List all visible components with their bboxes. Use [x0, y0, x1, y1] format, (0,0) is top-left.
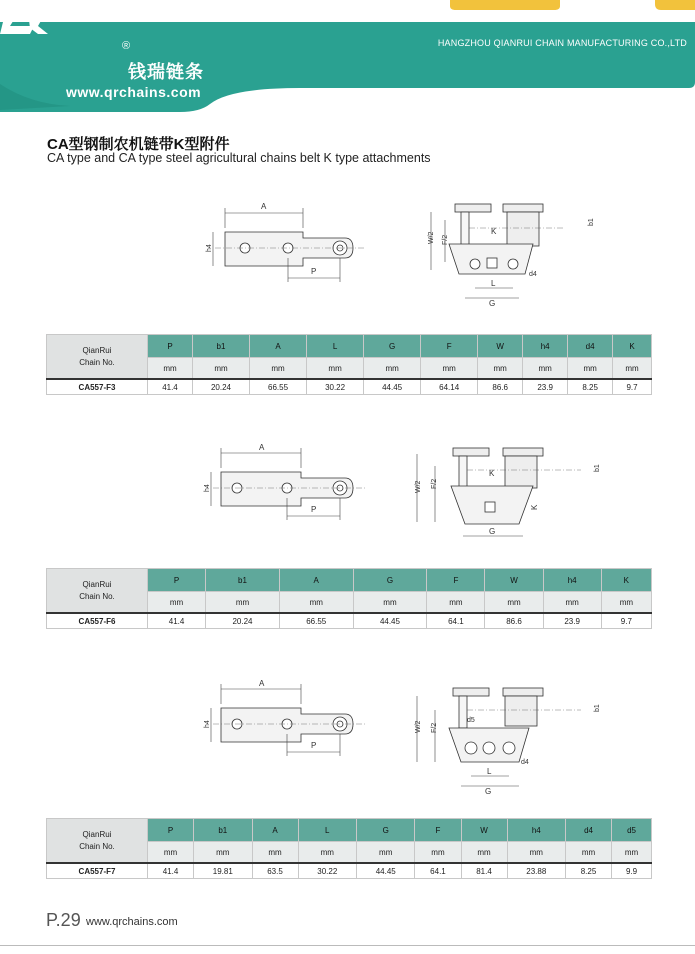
unit-cell: mm [148, 592, 206, 614]
value-cell: 23.9 [523, 379, 568, 395]
dim-label-b1: b1 [588, 218, 595, 226]
column-header: K [601, 569, 651, 592]
dim-label-A: A [259, 443, 265, 452]
column-header: A [250, 335, 307, 358]
column-header: L [298, 819, 356, 842]
dim-label-P: P [311, 267, 317, 276]
spec-table-f3 [46, 334, 652, 395]
value-cell: 64.1 [427, 613, 485, 629]
column-header: K [613, 335, 652, 358]
f6-plate-side-view [195, 440, 380, 530]
value-cell: 30.22 [307, 379, 364, 395]
dim-label-L: L [487, 767, 492, 776]
dim-label-h4: h4 [204, 720, 211, 728]
logo-icon [0, 0, 58, 36]
dim-label-L: L [491, 279, 496, 288]
unit-cell: mm [601, 592, 651, 614]
page-title-english: CA type and CA type steel agricultural chains belt K type attachments [47, 151, 431, 165]
dim-label-h4: h4 [204, 484, 211, 492]
column-header: P [148, 819, 194, 842]
dim-label-F2: F/2 [431, 478, 438, 489]
value-cell: 23.88 [507, 863, 565, 879]
column-header: h4 [543, 569, 601, 592]
company-name: HANGZHOU QIANRUI CHAIN MANUFACTURING CO.,LTD [437, 38, 687, 48]
column-header: P [148, 569, 206, 592]
unit-cell: mm [523, 358, 568, 380]
value-cell: 9.9 [612, 863, 652, 879]
unit-cell: mm [427, 592, 485, 614]
unit-cell: mm [307, 358, 364, 380]
value-cell: 23.9 [543, 613, 601, 629]
value-cell: 9.7 [613, 379, 652, 395]
dim-label-K: K [530, 504, 539, 510]
dim-label-G: G [485, 787, 492, 796]
page-header [0, 0, 695, 112]
value-cell: 41.4 [148, 613, 206, 629]
unit-cell: mm [206, 592, 280, 614]
footer-url: www.qrchains.com [86, 916, 178, 928]
column-header: F [421, 335, 478, 358]
chain-no-header [47, 819, 148, 864]
value-cell: 20.24 [206, 613, 280, 629]
value-cell: 8.25 [566, 863, 612, 879]
unit-cell: mm [148, 358, 193, 380]
unit-cell: mm [507, 842, 565, 864]
column-header: d4 [568, 335, 613, 358]
column-header: b1 [206, 569, 280, 592]
dim-label-W2: W/2 [415, 480, 422, 493]
dim-label-F2: F/2 [442, 234, 449, 245]
unit-cell: mm [194, 842, 252, 864]
dim-label-b1: b1 [594, 704, 601, 712]
unit-cell: mm [192, 358, 249, 380]
unit-cell: mm [148, 842, 194, 864]
unit-cell: mm [252, 842, 298, 864]
value-cell: 41.4 [148, 379, 193, 395]
value-cell: 41.4 [148, 863, 194, 879]
dim-label-P: P [311, 505, 317, 514]
unit-cell: mm [461, 842, 507, 864]
chain-no-header [47, 335, 148, 380]
column-header: W [485, 569, 543, 592]
unit-cell: mm [298, 842, 356, 864]
unit-cell: mm [612, 842, 652, 864]
f6-attachment-end-view [405, 440, 601, 545]
column-header: A [252, 819, 298, 842]
spec-table-f7 [46, 818, 652, 879]
f3-attachment-end-view [415, 198, 595, 313]
unit-cell: mm [250, 358, 307, 380]
dim-label-F2: F/2 [431, 722, 438, 733]
value-cell: 44.45 [364, 379, 421, 395]
unit-cell: mm [364, 358, 421, 380]
column-header: F [427, 569, 485, 592]
dim-label-P: P [311, 741, 317, 750]
value-cell: 81.4 [461, 863, 507, 879]
unit-cell: mm [566, 842, 612, 864]
dim-label-K: K [491, 227, 497, 236]
column-header: b1 [192, 335, 249, 358]
unit-cell: mm [543, 592, 601, 614]
f7-plate-side-view [195, 676, 380, 766]
column-header: W [478, 335, 523, 358]
value-cell: 63.5 [252, 863, 298, 879]
column-header: b1 [194, 819, 252, 842]
unit-cell: mm [353, 592, 427, 614]
value-cell: 30.22 [298, 863, 356, 879]
unit-cell: mm [357, 842, 415, 864]
column-header: G [364, 335, 421, 358]
registered-mark: ® [122, 40, 131, 52]
column-header: d5 [612, 819, 652, 842]
value-cell: 86.6 [485, 613, 543, 629]
column-header: F [415, 819, 461, 842]
column-header: A [279, 569, 353, 592]
unit-cell: mm [478, 358, 523, 380]
chain-label-number: Chain No. [79, 841, 115, 851]
column-header: h4 [507, 819, 565, 842]
column-header: P [148, 335, 193, 358]
value-cell: 66.55 [250, 379, 307, 395]
table-row [47, 863, 652, 879]
value-cell: 64.1 [415, 863, 461, 879]
table-row [47, 379, 652, 395]
footer-divider [0, 945, 695, 946]
value-cell: 44.45 [353, 613, 427, 629]
dim-label-W2: W/2 [415, 720, 422, 733]
value-cell: 19.81 [194, 863, 252, 879]
table-row [47, 613, 652, 629]
spec-table-f6 [46, 568, 652, 629]
dim-label-K: K [489, 469, 495, 478]
unit-cell: mm [613, 358, 652, 380]
value-cell: 66.55 [279, 613, 353, 629]
chain-label-number: Chain No. [79, 357, 115, 367]
value-cell: 86.6 [478, 379, 523, 395]
logo-url: www.qrchains.com [66, 84, 202, 100]
page-number: P.29 [46, 910, 81, 930]
unit-cell: mm [415, 842, 461, 864]
chain-model: CA557-F6 [47, 613, 148, 629]
chain-label-brand: QianRui [82, 829, 112, 839]
dim-label-d4: d4 [529, 271, 537, 278]
f3-plate-side-view [195, 198, 380, 298]
dim-label-h4: h4 [206, 244, 213, 252]
chain-label-brand: QianRui [82, 579, 112, 589]
unit-cell: mm [568, 358, 613, 380]
chain-label-brand: QianRui [82, 345, 112, 355]
dim-label-d4: d4 [521, 759, 529, 766]
column-header: h4 [523, 335, 568, 358]
value-cell: 9.7 [601, 613, 651, 629]
dim-label-G: G [489, 299, 496, 308]
chain-model: CA557-F7 [47, 863, 148, 879]
column-header: L [307, 335, 364, 358]
dim-label-d5: d5 [467, 717, 475, 724]
unit-cell: mm [421, 358, 478, 380]
dim-label-G: G [489, 527, 496, 536]
dim-label-b1: b1 [594, 464, 601, 472]
value-cell: 44.45 [357, 863, 415, 879]
dim-label-A: A [259, 679, 265, 688]
f7-attachment-end-view [405, 682, 601, 797]
chain-model: CA557-F3 [47, 379, 148, 395]
value-cell: 20.24 [192, 379, 249, 395]
column-header: d4 [566, 819, 612, 842]
value-cell: 8.25 [568, 379, 613, 395]
column-header: G [353, 569, 427, 592]
page-title-chinese: CA型钢制农机链带K型附件 [47, 136, 230, 153]
dim-label-A: A [261, 202, 267, 211]
dim-label-W2: W/2 [428, 231, 435, 244]
column-header: G [357, 819, 415, 842]
chain-no-header [47, 569, 148, 614]
unit-cell: mm [485, 592, 543, 614]
chain-label-number: Chain No. [79, 591, 115, 601]
logo-chinese-name: 钱瑞链条 [128, 62, 204, 82]
value-cell: 64.14 [421, 379, 478, 395]
unit-cell: mm [279, 592, 353, 614]
column-header: W [461, 819, 507, 842]
